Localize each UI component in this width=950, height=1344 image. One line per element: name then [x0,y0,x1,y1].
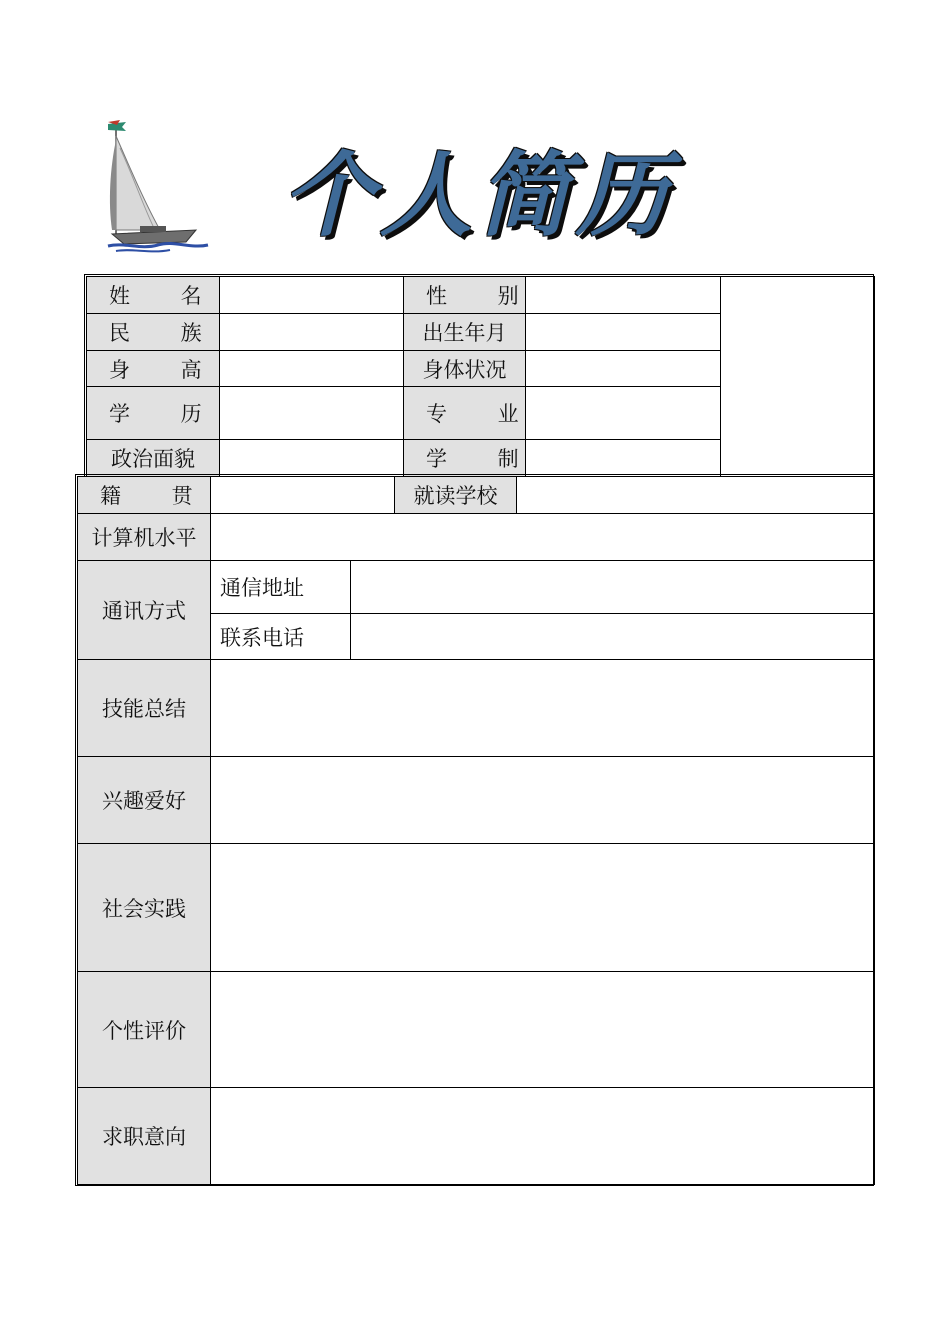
phone-field[interactable] [351,614,875,660]
page-title: 个人简历 [281,141,674,249]
native-place-field[interactable] [211,477,395,514]
label-address: 通信地址 [211,561,351,614]
sailboat-icon [100,118,212,256]
name-field[interactable] [220,277,404,314]
label-hobbies: 兴趣爱好 [78,757,211,844]
health-field[interactable] [526,351,721,387]
address-field[interactable] [351,561,875,614]
schooling-years-field[interactable] [526,440,721,477]
practice-field[interactable] [211,844,875,972]
self-eval-field[interactable] [211,972,875,1088]
label-education: 学 历 [87,387,220,440]
label-phone: 联系电话 [211,614,351,660]
label-skills: 技能总结 [78,660,211,757]
photo-box[interactable] [721,277,875,477]
label-height: 身 高 [87,351,220,387]
label-contact: 通讯方式 [78,561,211,660]
label-name: 姓 名 [87,277,220,314]
politics-field[interactable] [220,440,404,477]
label-birth: 出生年月 [404,314,526,351]
major-field[interactable] [526,387,721,440]
label-school: 就读学校 [395,477,517,514]
label-health: 身体状况 [404,351,526,387]
detail-info-table [77,476,875,1185]
computer-level-field[interactable] [211,514,875,561]
basic-info-table [86,276,875,477]
label-computer-level: 计算机水平 [78,514,211,561]
gender-field[interactable] [526,277,721,314]
birth-field[interactable] [526,314,721,351]
label-ethnicity: 民 族 [87,314,220,351]
label-gender: 性 别 [404,277,526,314]
height-field[interactable] [220,351,404,387]
objective-field[interactable] [211,1088,875,1185]
skills-field[interactable] [211,660,875,757]
hobbies-field[interactable] [211,757,875,844]
label-practice: 社会实践 [78,844,211,972]
label-native-place: 籍 贯 [78,477,211,514]
label-major: 专 业 [404,387,526,440]
label-objective: 求职意向 [78,1088,211,1185]
label-schooling-years: 学 制 [404,440,526,477]
education-field[interactable] [220,387,404,440]
ethnicity-field[interactable] [220,314,404,351]
school-field[interactable] [517,477,875,514]
label-politics: 政治面貌 [87,440,220,477]
label-self-eval: 个性评价 [78,972,211,1088]
